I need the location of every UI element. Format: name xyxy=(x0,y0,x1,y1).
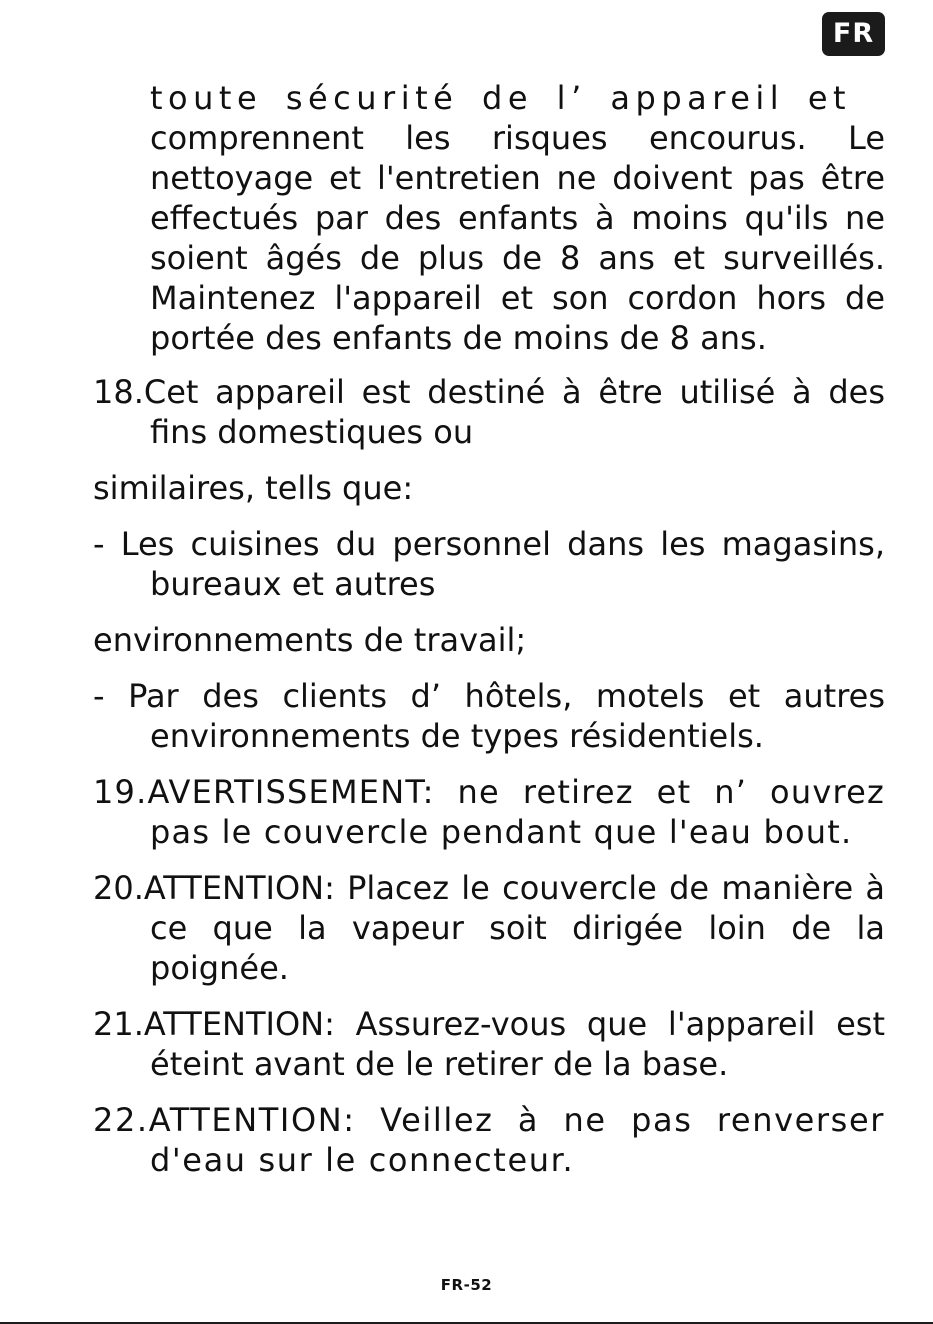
continuation-line-1: toute sécurité de l’ appareil et xyxy=(150,79,852,117)
bullet-hotel-clients: - Par des clients d’ hôtels, motels et autres environnements de types résidentiels. xyxy=(93,677,885,755)
bullet-staff-kitchens: - Les cuisines du personnel dans les magasins, bureaux et autres xyxy=(93,525,885,603)
document-body xyxy=(93,78,885,1180)
list-item-19: 19.AVERTISSEMENT: ne retirez et n’ ouvrez pas le couvercle pendant que l'eau bout. xyxy=(93,773,885,851)
list-item-20: 20.ATTENTION: Placez le couvercle de manière à ce que la vapeur soit dirigée loin de la poignée. xyxy=(93,869,885,987)
list-item-18-continued: similaires, tells que: xyxy=(93,469,414,507)
bullet-staff-kitchens-continued: environnements de travail; xyxy=(93,621,527,659)
page-number: FR-52 xyxy=(440,1276,493,1294)
list-item-21: 21.ATTENTION: Assurez-vous que l'appareil est éteint avant de le retirer de la base. xyxy=(93,1005,885,1083)
list-item-22: 22.ATTENTION: Veillez à ne pas renverser d'eau sur le connecteur. xyxy=(93,1101,885,1179)
list-item-18: 18.Cet appareil est destiné à être utilisé à des fins domestiques ou xyxy=(93,373,885,451)
continuation-paragraph: comprennent les risques encourus. Le nettoyage et l'entretien ne doivent pas être effectués par des enfants à moins qu'ils ne soient âgés de plus de 8 ans et surveillés. Maintenez l'appareil et son cordon hors de portée des enfants de moins de 8 ans. xyxy=(150,119,885,357)
language-badge: FR xyxy=(822,12,885,56)
